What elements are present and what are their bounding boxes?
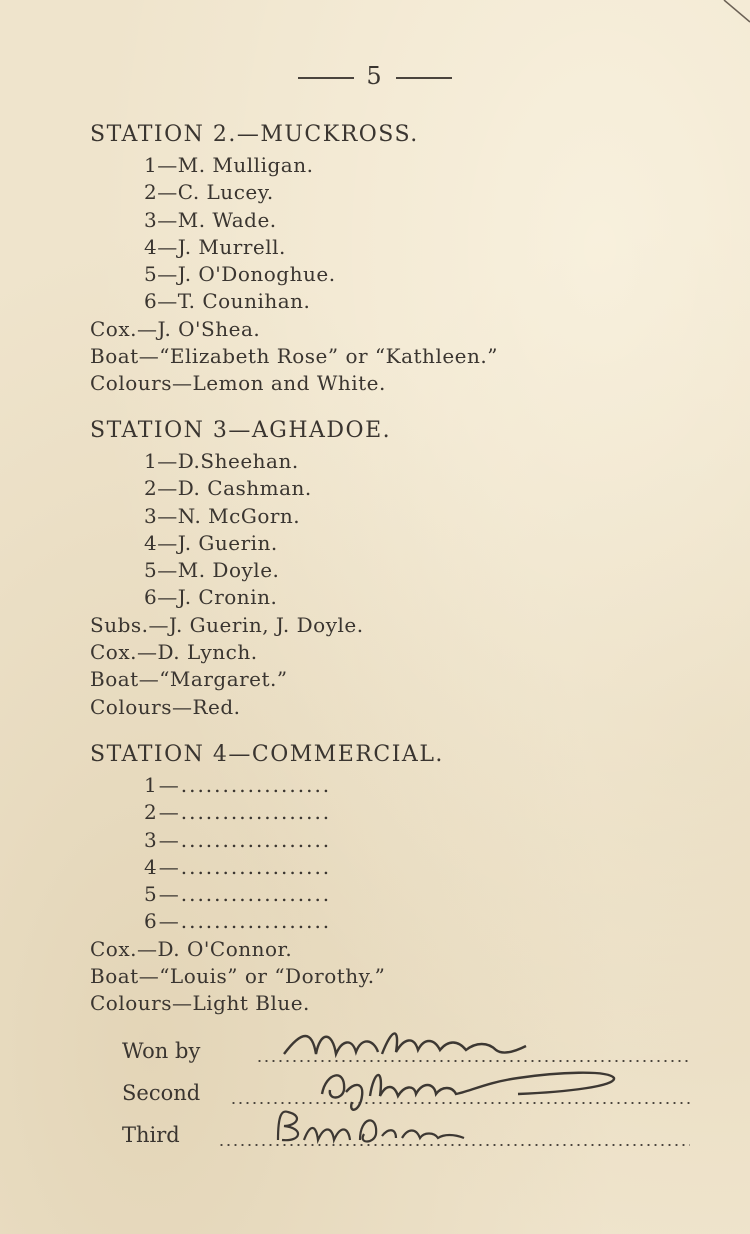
station-heading: STATION 3—AGHADOE. [90, 418, 392, 443]
crew-member-blank: 2—.................. [144, 800, 332, 825]
crew-member: 4—J. Guerin. [144, 530, 278, 555]
crew-member: 6—T. Counihan. [144, 289, 311, 314]
crew-member: 3—N. McGorn. [144, 503, 301, 528]
colours-line: Colours—Lemon and White. [90, 371, 386, 396]
crew-member-blank: 1—.................. [144, 773, 332, 797]
colours-line: Colours—Light Blue. [90, 991, 310, 1016]
crew-list [90, 448, 710, 612]
crew-list [90, 772, 710, 936]
boat-line: Boat—“Margaret.” [90, 667, 288, 692]
station-muckross [90, 118, 710, 398]
boat-line: Boat—“Elizabeth Rose” or “Kathleen.” [90, 344, 498, 369]
race-results [122, 1030, 702, 1156]
result-label: Third [122, 1123, 180, 1147]
crew-member: 2—C. Lucey. [144, 180, 274, 205]
result-third [122, 1114, 702, 1156]
station-heading: STATION 4—COMMERCIAL. [90, 742, 444, 767]
crew-member-blank: 6—.................. [144, 909, 332, 934]
crew-member: 6—J. Cronin. [144, 585, 278, 610]
crew-member: 4—J. Murrell. [144, 234, 286, 259]
crew-list [90, 152, 710, 316]
crew-member: 5—M. Doyle. [144, 558, 280, 583]
page-corner-fold [710, 0, 750, 30]
cox-line: Cox.—D. O'Connor. [90, 936, 293, 961]
subs-line: Subs.—J. Guerin, J. Doyle. [90, 612, 364, 637]
page-number-text: 5 [366, 62, 384, 90]
result-label: Second [122, 1081, 201, 1105]
crew-member: 2—D. Cashman. [144, 476, 312, 501]
crew-member: 1—D.Sheehan. [144, 449, 299, 473]
crew-member-blank: 3—.................. [144, 827, 332, 852]
station-aghadoe [90, 414, 710, 721]
handwriting-stroke-third [274, 1104, 474, 1154]
page-number [0, 62, 750, 90]
crew-member-blank: 4—.................. [144, 854, 332, 879]
crew-member: 1—M. Mulligan. [144, 153, 314, 177]
cox-line: Cox.—J. O'Shea. [90, 316, 261, 341]
boat-line: Boat—“Louis” or “Dorothy.” [90, 964, 386, 989]
cox-line: Cox.—D. Lynch. [90, 640, 258, 665]
station-heading: STATION 2.—MUCKROSS. [90, 122, 419, 147]
crew-member: 5—J. O'Donoghue. [144, 262, 336, 287]
result-label: Won by [122, 1039, 201, 1063]
page-number-rule-right [396, 77, 452, 79]
page-number-rule-left [298, 77, 354, 79]
crew-member-blank: 5—.................. [144, 882, 332, 907]
crew-member: 3—M. Wade. [144, 207, 277, 232]
station-commercial [90, 738, 710, 1018]
colours-line: Colours—Red. [90, 694, 241, 719]
